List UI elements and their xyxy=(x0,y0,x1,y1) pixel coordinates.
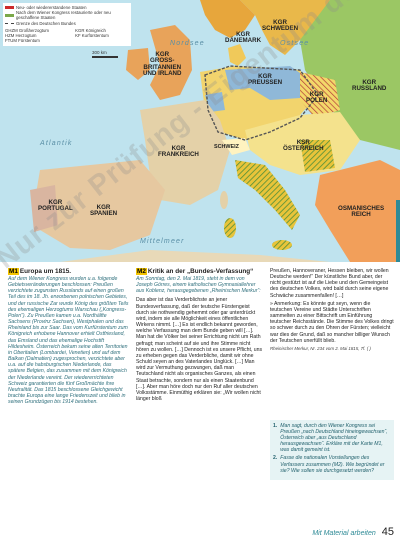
country-label-text: SCHWEIZ xyxy=(214,144,239,150)
sea-label-mittelmeer: Mittelmeer xyxy=(140,238,185,245)
country-label-text: KGR GROSS- BRITANNIEN UND IRLAND xyxy=(143,51,182,78)
task-text: Man sagt, durch den Wiener Kongress sei Preußen „nach Deutschland hineingewachsen“, Österreich aber „aus Deutschland herausgewachsen“. Erkläre mit der Karte M1, was damit gemeint ist. xyxy=(280,423,388,454)
tasks-box xyxy=(270,420,394,480)
country-label-text: OSMANISCHES REICH xyxy=(338,205,385,219)
task-text: Fasse die nationalen Vorstellungen des Verfassers zusammen (M2). Wie begründet er sie? Wie sollen sie durchgesetzt werden? xyxy=(280,455,385,474)
task-number: 2. xyxy=(273,455,278,462)
map-legend xyxy=(3,3,131,46)
legend-label: Neu- oder wiedererstandene Staaten xyxy=(16,5,87,10)
task-number: 1. xyxy=(273,423,278,429)
legend-abbreviations xyxy=(5,28,129,44)
m2-tag: M2 xyxy=(137,268,146,275)
footer-section-title: Mit Material arbeiten xyxy=(312,530,376,537)
country-label-text: KGR PREUSSEN xyxy=(248,73,283,87)
country-label-austria xyxy=(283,140,324,153)
legend-label: Nach dem Wiener Kongress restaurierte oder neu geschaffene Staaten xyxy=(16,10,111,21)
sea-label-ostsee: Ostsee xyxy=(280,40,310,47)
abbr-item: HZM Herzogtum xyxy=(5,33,37,39)
country-label-portugal xyxy=(38,200,73,213)
m2-note: » Anmerkung: Es könnte gut seyn, wenn die teutschen Vereine und Städte Unterschriften sammelten zu einer Bittschrift um Einführung teutscher Reichsstände. Die Stimme des Volkes dringt so schwer durch zu den Ohren der Fürsten; vielleicht war dies der Grund, daß so mancher billiger Wunsch der Teutschen unerfüllt blieb. xyxy=(270,300,394,344)
country-label-text: KGR DÄNEMARK xyxy=(225,31,262,45)
country-label-france xyxy=(158,146,199,159)
task-item xyxy=(273,423,391,453)
page-number: 45 xyxy=(381,526,394,538)
m2-continued-column xyxy=(270,268,394,352)
country-label-sweden xyxy=(262,20,298,33)
m1-title: Europa um 1815. xyxy=(19,268,72,275)
country-label-text: KSR ÖSTERREICH xyxy=(283,139,324,153)
country-label-text: KGR SCHWEDEN xyxy=(262,19,299,33)
m2-body: Das aber ist das Verderblichste an jener Bundesverfassung, daß der teutsche Fürstengeist durch sie nothwendig gehemmt oder gar unterdrückt wird, indem sie alle Möglichkeit eines öffentlichen Wirkens nimmt. […] Es ist endlich bekannt geworden, welche Verfassung man dem Bunde geben will […]. Man hat die Völker bei seiner Errichtung nicht um Rath gefragt; man scheint auf sie und ihre Stimme nicht hören zu wollen. […] Dennoch ist es unsere Pflicht, uns zu erheben gegen das Verderbliche, damit wir ohne Schuld seyen an des Vaterlandes Unglück. […] Man wird zur Vermuthung gezwungen, daß man Teutschland nicht als organisches Ganzes, als einen Staat betrachte, sondern nur als einen Staatenbund […]. Aber man höre doch nur den Ruf aller deutschen Volksstämme. Einmüthig erklären sie: „Wir wollen nicht länger bloß xyxy=(136,297,263,402)
legend-label: Grenze des Deutschen Bundes xyxy=(16,20,76,26)
legend-swatch-red xyxy=(5,6,14,9)
country-label-text: KGR PORTUGAL xyxy=(38,199,73,213)
country-label-denmark xyxy=(225,32,261,45)
abbr-item: KGR Königreich xyxy=(75,27,106,33)
m2-source: Rheinischer Merkur, Nr. 234 vom 2. Mai 1815, 7f. ( ) xyxy=(270,345,371,351)
m1-tag: M1 xyxy=(9,268,18,275)
m2-heading xyxy=(136,268,262,275)
sea-label-nordsee: Nordsee xyxy=(170,40,205,47)
section-stripe xyxy=(396,200,400,262)
country-label-ottoman xyxy=(338,206,384,219)
abbr-item: GHZM Großherzogtum xyxy=(5,27,49,33)
m2-column xyxy=(136,268,262,402)
abbr-item: FTUM Fürstentum xyxy=(5,38,40,44)
m1-heading xyxy=(8,268,129,275)
country-label-prussia xyxy=(248,74,282,87)
m2-title: Kritik an der „Bundes-Verfassung“ xyxy=(147,268,254,275)
task-item xyxy=(273,455,391,473)
country-label-text: KGR POLEN xyxy=(306,91,328,105)
page-footer xyxy=(312,526,394,538)
country-label-russia xyxy=(352,80,386,93)
m1-text: Auf dem Wiener Kongress wurden u.a. folgende Gebietsveränderungen beschlossen: Preußen verzichtete zugunsten Russlands auf einen großen Teil des im 18. Jh. erworbenen polnischen Gebietes, und der russische Zar wurde König des größten Teils des ehemaligen Herzogtums Warschau („Kongress-Polen“). Zu Preußen kamen u.a. Nordhälfte Sachsens (Provinz Sachsen), Westphalen und das Rheinland bis zur Saar. Das vom Kurfürstentum zum Königreich erhobene Hannover erhielt Ostfriesland, das Emsland und das ehemalige Hochstift Hildesheim. Österreich bekam seine alten Territorien in Oberitalien (Lombardei, Venetien) und auf dem Balkan (Dalmatien) zugesprochen, verzichtete aber u.a. auf die habsburgischen Niederlande, das spätere Belgien, das zusammen mit dem Königreich der Niederlande vereint. Der wiedererrichteten Schweiz garantierten die fünf Großmächte ihre Neutralität. Das 1815 beschlossene Gleichgewicht brachte Europa eine lange Friedenszeit und blieb in seinen Grundzügen bis 1914 bestehen. xyxy=(8,276,129,406)
country-label-text: KGR SPANIEN xyxy=(90,204,118,218)
legend-item xyxy=(5,10,129,20)
country-label-britain xyxy=(143,52,182,78)
abbr-item: KF Kurfürstentum xyxy=(75,33,109,39)
scale-bar xyxy=(92,56,118,58)
legend-swatch-green xyxy=(5,14,14,17)
legend-swatch-border xyxy=(5,23,14,24)
m2-continued-body: Preußen, Hannoveraner, Hessen bleiben, wir wollen Deutsche werden!“ Der künstliche Bund aber, der nicht gestützt ist auf die Liebe und den Gemeingeist des deutschen Volkes, wird bald durch seine eigene Schwäche zusammenfallen! […] xyxy=(270,268,389,299)
scale-label: 300 km xyxy=(92,50,107,55)
m1-column xyxy=(8,268,129,405)
legend-item xyxy=(5,21,129,26)
country-label-poland xyxy=(306,92,327,105)
country-label-spain xyxy=(90,205,117,218)
watermark: Nur zur Prüfung - Eigentum xyxy=(0,0,329,276)
m2-intro: Am Sonntag, den 2. Mai 1819, steht in dem von Joseph Görres, einem katholischen Gymnasiallehrer aus Koblenz, herausgegebenen „Rheinischen Merkur“: xyxy=(136,276,261,295)
country-label-switzerland xyxy=(214,144,239,150)
europe-map-1815 xyxy=(0,0,400,262)
country-label-text: KGR FRANKREICH xyxy=(158,145,199,159)
country-label-text: KGR RUSSLAND xyxy=(352,79,387,93)
sea-label-atlantik: Atlantik xyxy=(40,140,73,147)
map-scale xyxy=(92,50,118,58)
